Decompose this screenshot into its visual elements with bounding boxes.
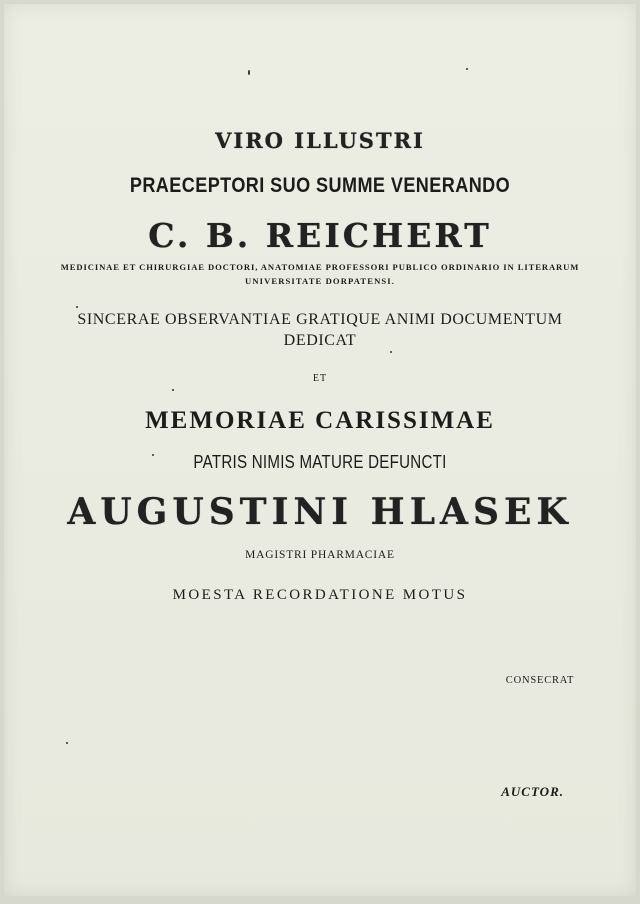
ink-speck [172, 389, 174, 391]
observance-line-2: DEDICAT [283, 332, 357, 349]
memoriae-heading: MEMORIAE CARISSIMAE [145, 407, 495, 434]
dedication-heading: VIRO ILLUSTRI [215, 128, 425, 153]
ink-speck [466, 68, 468, 70]
title-page [4, 4, 636, 896]
ink-speck [248, 70, 250, 75]
dedication-subheading: PRAECEPTORI SUO SUMME VENERANDO [129, 174, 511, 197]
consecrat-line: CONSECRAT [505, 675, 575, 686]
teacher-titles-line-2: UNIVERSITATE DORPATENSI. [245, 276, 395, 286]
ink-speck [66, 742, 68, 744]
teacher-name: C. B. REICHERT [148, 216, 492, 255]
ink-speck [76, 306, 78, 308]
teacher-titles-line-1: MEDICINAE ET CHIRURGIAE DOCTORI, ANATOMIAE PROFESSORI PUBLICO ORDINARIO IN LITERARUM [60, 262, 580, 272]
father-name: AUGUSTINI HLASEK [67, 491, 573, 533]
conjunction-et: ET [312, 373, 328, 384]
moesta-line: MOESTA RECORDATIONE MOTUS [172, 587, 468, 603]
observance-line-1: SINCERAE OBSERVANTIAE GRATIQUE ANIMI DOCUMENTUM [77, 311, 563, 328]
ink-speck [390, 351, 392, 353]
author-signature: AUCTOR. [501, 784, 564, 799]
ink-speck [152, 454, 154, 456]
patris-line: PATRIS NIMIS MATURE DEFUNCTI [193, 452, 447, 472]
father-title: MAGISTRI PHARMACIAE [245, 549, 395, 561]
